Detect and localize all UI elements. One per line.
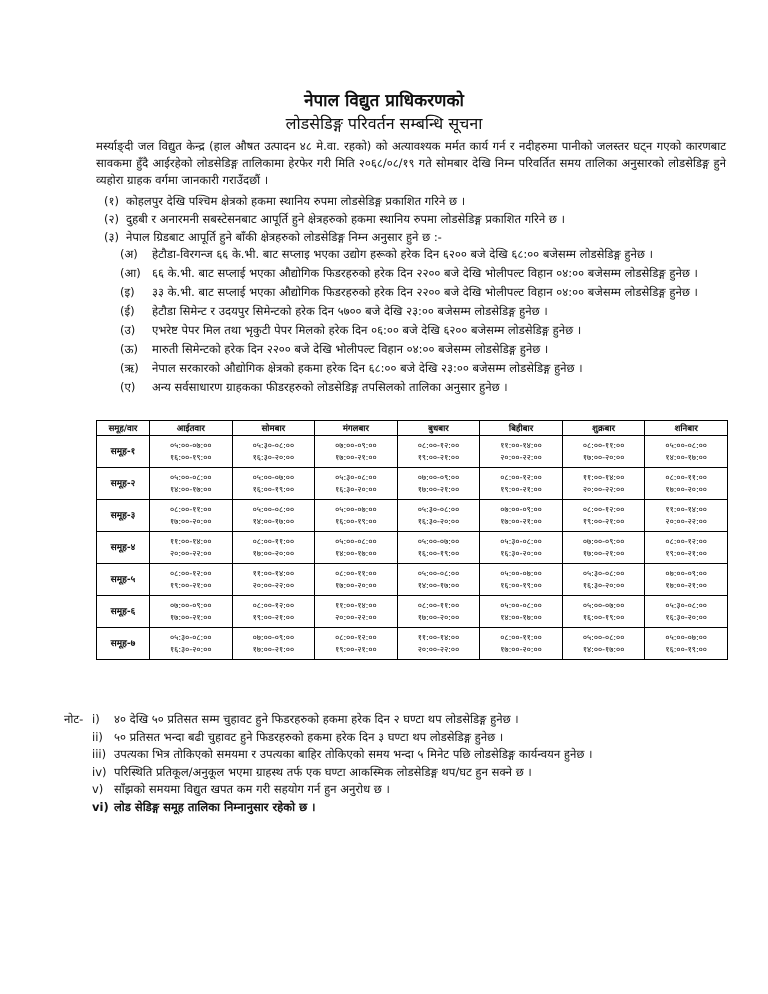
sub-point-number: (इ) [120,285,135,299]
time-cell [645,500,728,532]
time-slot: ०८:००-११:०० [170,504,212,514]
sub-points [120,246,728,398]
sub-point-item [120,360,728,377]
time-cell [232,468,315,500]
notes-section [64,711,744,816]
time-cell [232,500,315,532]
time-slot: १६:००-१९:०० [170,452,212,462]
time-slot: १६:३०-२०:०० [582,580,625,590]
time-slot: ०५:००-०७:०० [252,472,295,482]
time-slot: १६:००-१९:०० [417,548,460,558]
table-header-cell: शनिबार [645,421,728,436]
point-number: (३) [104,230,119,244]
time-slot: ०५:३०-०८:०० [335,472,377,482]
sub-point-number: (उ) [120,323,136,337]
time-slot: ०८:००-१२:०० [665,536,707,546]
time-slot: ०७:००-०९:०० [170,600,212,610]
time-cell [397,500,480,532]
time-slot: १९:००-२१:०० [170,580,212,590]
point-item [104,192,728,210]
group-label: समूह-४ [97,532,150,564]
note-item [64,711,744,729]
time-cell [562,500,645,532]
table-row [97,628,728,660]
time-slot: १४:००-१७:०० [170,484,212,494]
time-slot: १६:००-१९:०० [335,516,377,526]
time-slot: १६:००-१९:०० [665,644,707,654]
time-slot: १७:००-२०:०० [665,484,707,494]
time-cell [397,468,480,500]
sub-point-item [120,284,728,301]
time-cell [562,564,645,596]
note-number: iii) [92,747,107,761]
time-slot: १७:००-२०:०० [170,516,212,526]
time-slot: ०८:००-११:०० [665,472,707,482]
time-slot: १७:००-२१:०० [665,580,707,590]
time-cell [562,532,645,564]
time-slot: १९:००-२१:०० [500,484,542,494]
note-text: ५० प्रतिसत भन्दा बढी चुहावट हुने फिडरहरुको हकमा हरेक दिन ३ घण्टा थप लोडसेडिङ्ग हुनेछ । [114,729,504,744]
time-slot: १७:००-२१:०० [582,548,625,558]
time-cell [645,596,728,628]
time-cell [397,628,480,660]
time-slot: ०५:००-०७:०० [335,504,377,514]
table-header-cell: सोमबार [232,421,315,436]
time-slot: २०:००-२२:०० [417,644,460,654]
sub-point-item [120,379,728,396]
sub-point-item [120,246,728,263]
time-slot: १६:००-१९:०० [252,484,295,494]
time-cell [315,468,398,500]
time-slot: २०:००-२२:०० [170,548,212,558]
time-slot: १६:३०-२०:०० [170,644,212,654]
time-slot: ०५:००-०८:०० [252,504,295,514]
time-cell [150,532,233,564]
time-slot: १४:००-१७:०० [582,644,625,654]
time-cell [315,564,398,596]
time-slot: ०५:००-०८:०० [417,568,460,578]
time-slot: १४:००-१७:०० [335,548,377,558]
time-slot: ०५:००-०७:०० [170,440,212,450]
sub-point-text: ६६ के.भी. बाट सप्लाई भएका औद्योगिक फिडरहरुको हरेक दिन २२०० बजे देखि भोलीपल्ट विहान ०४:०० बजेसम्म लोडसेडिङ्ग हुनेछ । [152,266,698,280]
time-cell [150,596,233,628]
time-slot: १६:३०-२०:०० [417,516,460,526]
note-lead [64,781,92,799]
time-slot: ०८:००-१२:०० [252,600,295,610]
time-slot: ०५:३०-०८:०० [582,568,625,578]
time-slot: ०५:००-०८:०० [500,600,542,610]
time-cell [480,436,563,468]
note-lead [64,799,92,817]
time-slot: ०५:३०-०८:०० [417,504,460,514]
table-header-row [97,421,728,436]
sub-point-number: (आ) [120,266,141,280]
time-slot: ११:००-१४:०० [417,632,460,642]
time-slot: १७:००-२०:०० [252,548,295,558]
point-item [104,210,728,228]
time-slot: १७:००-२१:०० [170,612,212,622]
note-item [64,729,744,747]
point-text: नेपाल ग्रिडबाट आपूर्ति हुने बाँकी क्षेत्रहरुको लोडसेडिङ्ग निम्न अनुसार हुने छ :- [126,230,442,244]
note-number: ii) [92,729,103,744]
note-text: परिस्थिति प्रतिकूल/अनुकूल भएमा ग्राहस्थ तर्फ एक घण्टा आकस्मिक लोडसेडिङ्ग थप/घट हुन सक्ने छ । [114,764,532,779]
time-cell [645,436,728,468]
time-slot: ११:००-१४:०० [170,536,212,546]
time-cell [232,532,315,564]
time-cell [645,468,728,500]
time-slot: १६:३०-२०:०० [500,548,542,558]
table-row [97,532,728,564]
time-cell [150,468,233,500]
group-label: समूह-३ [97,500,150,532]
time-slot: १७:००-२०:०० [417,612,460,622]
time-slot: १४:००-१७:०० [417,580,460,590]
table-header-cell: समूह/वार [97,421,150,436]
time-slot: ०५:३०-०८:०० [500,536,542,546]
table-row [97,596,728,628]
loadshedding-schedule-table [96,420,728,660]
time-slot: ०५:००-०८:०० [170,472,212,482]
time-slot: १७:००-२१:०० [335,452,377,462]
sub-point-item [120,303,728,320]
time-slot: १९:००-२१:०० [582,516,625,526]
time-slot: १६:००-१९:०० [500,580,542,590]
time-cell [562,596,645,628]
note-lead [64,729,92,747]
time-slot: ०५:००-०७:०० [417,536,460,546]
group-label: समूह-६ [97,596,150,628]
time-slot: ०८:००-१२:०० [500,472,542,482]
time-slot: १९:००-२१:०० [665,548,707,558]
time-cell [562,628,645,660]
time-slot: १९:००-२१:०० [335,644,377,654]
group-label: समूह-७ [97,628,150,660]
time-slot: ११:००-१४:०० [500,440,542,450]
time-cell [397,436,480,468]
time-slot: ०८:००-११:०० [417,600,460,610]
time-slot: ०८:००-११:०० [335,568,377,578]
point-number: (१) [104,194,119,208]
page-subtitle: लोडसेडिङ्ग परिवर्तन सम्बन्धि सूचना [285,114,483,133]
sub-point-item [120,265,728,282]
time-slot: ११:००-१४:०० [335,600,377,610]
note-number: vi) [92,799,109,814]
time-slot: ११:००-१४:०० [582,472,625,482]
time-slot: १७:००-२०:०० [582,452,625,462]
time-slot: २०:००-२२:०० [252,580,295,590]
time-slot: १७:००-२१:०० [252,644,295,654]
sub-point-number: (ऊ) [120,342,139,356]
time-slot: ०७:००-०९:०० [252,632,295,642]
time-slot: १४:००-१७:०० [252,516,295,526]
sub-point-text: नेपाल सरकारको औद्योगिक क्षेत्रको हकमा हरेक दिन ६८:०० बजे देखि २३:०० बजेसम्म लोडसेडिङ्ग हुनेछ । [152,361,583,375]
sub-point-number: (ऋ) [120,361,139,375]
time-slot: ११:००-१४:०० [665,504,707,514]
time-slot: ०५:००-०८:०० [582,632,625,642]
time-slot: २०:००-२२:०० [335,612,377,622]
time-slot: ०५:३०-०८:०० [170,632,212,642]
sub-point-text: एभरेष्ट पेपर मिल तथा भृकुटी पेपर मिलको हरेक दिन ०६:०० बजे देखि ६२०० बजेसम्म लोडसेडिङ्ग हुनेछ । [152,323,582,337]
table-row [97,564,728,596]
time-slot: २०:००-२२:०० [582,484,625,494]
note-text: उपत्यका भित्र तोकिएको समयमा र उपत्यका बाहिर तोकिएको समय भन्दा ५ मिनेट पछि लोडसेडिङ्ग कार्यन्वयन हुनेछ । [114,747,593,761]
time-slot: ०७:००-०९:०० [665,568,707,578]
time-cell [645,628,728,660]
time-slot: ०८:००-११:०० [500,632,542,642]
time-cell [397,532,480,564]
note-lead: नोट- [64,712,84,726]
time-slot: ०८:००-११:०० [582,440,625,450]
point-number: (२) [104,212,119,226]
time-slot: १७:००-२१:०० [417,484,460,494]
time-slot: ०७:००-०९:०० [582,536,625,546]
time-slot: ०८:००-११:०० [252,536,295,546]
main-points [104,192,728,246]
time-cell [480,628,563,660]
time-cell [232,596,315,628]
time-cell [480,532,563,564]
time-cell [150,564,233,596]
time-cell [150,500,233,532]
time-slot: ०७:००-०९:०० [335,440,377,450]
time-slot: ०५:३०-०८:०० [665,600,707,610]
time-slot: ०७:००-०९:०० [417,472,460,482]
sub-point-text: ३३ के.भी. बाट सप्लाई भएका औद्योगिक फिडरहरुको हरेक दिन २२०० बजे देखि भोलीपल्ट विहान ०४:०० बजेसम्म लोडसेडिङ्ग हुनेछ । [152,285,698,299]
time-slot: १९:००-२१:०० [417,452,460,462]
time-cell [397,564,480,596]
time-slot: १७:००-२०:०० [335,580,377,590]
note-lead [64,764,92,782]
table-header-cell: बिहीबार [480,421,563,436]
time-slot: ०५:००-०७:०० [582,600,625,610]
time-slot: २०:००-२२:०० [500,452,542,462]
note-text: ४० देखि ५० प्रतिसत सम्म चुहावट हुने फिडरहरुको हकमा हरेक दिन २ घण्टा थप लोडसेडिङ्ग हुनेछ । [114,712,519,726]
table-header-cell: बुधबार [397,421,480,436]
time-slot: १४:००-१७:०० [500,612,542,622]
table-row [97,500,728,532]
time-slot: १९:००-२१:०० [252,612,295,622]
time-cell [645,564,728,596]
time-cell [480,468,563,500]
time-cell [315,436,398,468]
time-slot: २०:००-२२:०० [665,516,707,526]
time-slot: १४:००-१७:०० [665,452,707,462]
time-slot: ०५:३०-०८:०० [252,440,295,450]
sub-point-item [120,322,728,339]
intro-paragraph: मर्स्याङ्दी जल विद्युत केन्द्र (हाल औषत उत्पादन ४८ मे.वा. रहको) को अत्यावश्यक मर्मत कार्य गर्न र नदीहरुमा पानीको जलस्तर घट्न गएको कारणबाट सावकमा हुँदै आईरहेको लोडसेडिङ्ग तालिकामा हेरफेर गरी मिति २०६८/०८/१९ गते सोमबार देखि निम्न परिवर्तित समय तालिका अनुसारको लोडसेडिङ्ग हुने व्यहोरा ग्राहक वर्गमा जानकारी गराउँदछौं । [96,139,726,187]
time-cell [315,596,398,628]
page-title: नेपाल विद्युत प्राधिकरणको [304,91,464,111]
note-text: लोड सेडिङ्ग समूह तालिका निम्नानुसार रहेको छ । [114,799,316,814]
time-slot: ०५:००-०८:०० [665,440,707,450]
table-row [97,436,728,468]
time-slot: १६:३०-२०:०० [665,612,707,622]
point-text: कोहलपुर देखि पश्चिम क्षेत्रको हकमा स्थानिय रुपमा लोडसेडिङ्ग प्रकाशित गरिने छ । [126,194,466,208]
note-number: v) [92,782,104,796]
time-cell [480,596,563,628]
point-text: दुहबी र अनारमनी सबस्टेसनबाट आपूर्ति हुने क्षेत्रहरुको हकमा स्थानिय रुपमा लोडसेडिङ्ग प्रकाशित गरिने छ । [126,212,565,226]
time-slot: ०८:००-१२:०० [417,440,460,450]
time-cell [397,596,480,628]
note-item [64,781,744,799]
time-slot: १६:३०-२०:०० [252,452,295,462]
table-header-cell: शुक्रबार [562,421,645,436]
time-cell [480,564,563,596]
time-cell [315,628,398,660]
sub-point-text: हेटौडा सिमेन्ट र उदयपुर सिमेन्टको हरेक दिन ५७०० बजे देखि २३:०० बजेसम्म लोडसेडिङ्ग हुनेछ । [152,304,548,318]
time-slot: १७:००-२१:०० [500,516,542,526]
time-slot: ०५:००-०७:०० [665,632,707,642]
point-item [104,228,728,246]
note-item [64,764,744,782]
time-slot: ११:००-१४:०० [252,568,295,578]
time-cell [150,436,233,468]
time-cell [232,564,315,596]
note-number: iv) [92,764,107,779]
note-item [64,746,744,764]
table-header-cell: आईतवार [150,421,233,436]
time-cell [232,436,315,468]
table-header-cell: मंगलबार [315,421,398,436]
time-slot: ०८:००-१२:०० [335,632,377,642]
note-text: साँझको समयमा विद्युत खपत कम गरी सहयोग गर्न हुन अनुरोध छ । [114,782,390,796]
note-number: i) [92,712,100,726]
time-slot: ०८:००-१२:०० [582,504,625,514]
group-label: समूह-२ [97,468,150,500]
table-row [97,468,728,500]
time-cell [315,500,398,532]
sub-point-number: (अ) [120,247,138,261]
time-cell [645,532,728,564]
time-cell [562,468,645,500]
time-slot: १६:३०-२०:०० [335,484,377,494]
time-slot: १७:००-२०:०० [500,644,542,654]
sub-point-text: हेटौडा-विरगन्ज ६६ के.भी. बाट सप्लाइ भएका उद्योग हरूको हरेक दिन ६२०० बजे देखि ६८:०० बजेसम्म लोडसेडिङ्ग हुनेछ । [152,247,653,261]
time-cell [562,436,645,468]
time-slot: ०७:००-०९:०० [500,504,542,514]
time-slot: ०५:००-०७:०० [500,568,542,578]
sub-point-text: मारुती सिमेन्टको हरेक दिन २२०० बजे देखि भोलीपल्ट विहान ०४:०० बजेसम्म लोडसेडिङ्ग हुनेछ । [152,342,549,356]
note-lead [64,746,92,764]
sub-point-text: अन्य सर्वसाधारण ग्राहकका फीडरहरुको लोडसेडिङ्ग तपसिलको तालिका अनुसार हुनेछ । [152,380,508,394]
group-label: समूह-१ [97,436,150,468]
sub-point-item [120,341,728,358]
time-slot: ०८:००-१२:०० [170,568,212,578]
sub-point-number: (ई) [120,304,135,318]
time-slot: ०५:००-०८:०० [335,536,377,546]
time-slot: १६:००-१९:०० [582,612,625,622]
sub-point-number: (ए) [120,380,136,394]
time-cell [232,628,315,660]
note-item [64,799,744,817]
time-cell [480,500,563,532]
time-cell [150,628,233,660]
time-cell [315,532,398,564]
group-label: समूह-५ [97,564,150,596]
